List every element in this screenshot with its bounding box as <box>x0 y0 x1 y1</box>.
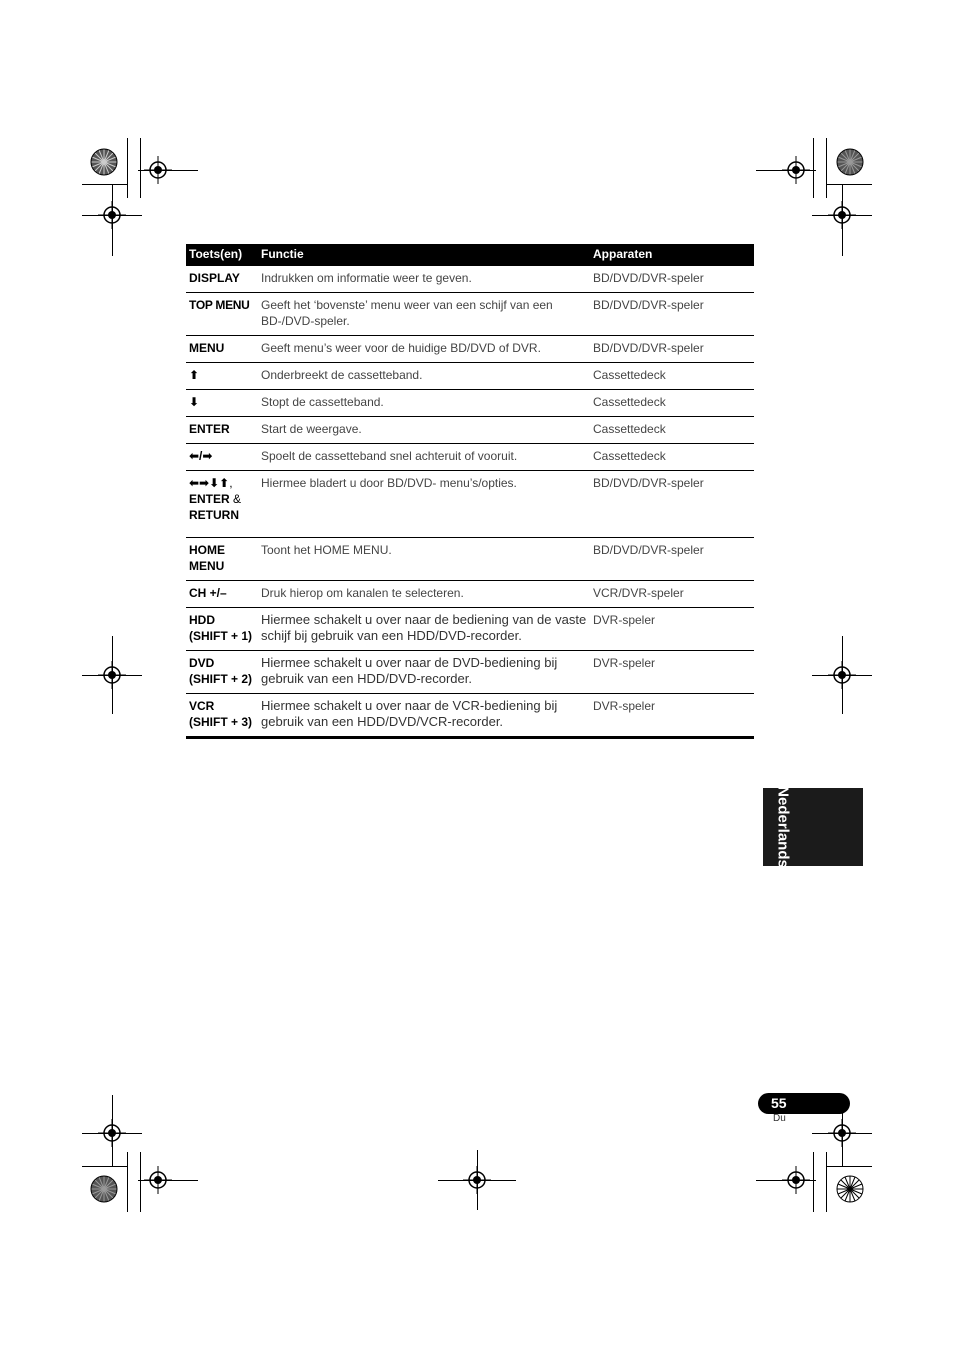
arrow-keys-icon: ⬅➡⬇⬆ <box>189 476 230 490</box>
function-cell: Hiermee schakelt u over naar de bediening van de vaste schijf bij gebruik van een HDD/DVD-recorder. <box>258 608 590 651</box>
language-tab-label: Nederlands <box>774 786 792 868</box>
table-row <box>186 538 754 581</box>
table-header-row <box>186 244 754 266</box>
registration-mark-icon <box>98 201 126 229</box>
device-cell: Cassettedeck <box>590 417 754 444</box>
registration-mark-icon <box>463 1166 491 1194</box>
table-row <box>186 293 754 336</box>
page-language-code: Du <box>773 1113 786 1124</box>
registration-mark-icon <box>828 1119 856 1147</box>
device-cell: BD/DVD/DVR-speler <box>590 293 754 336</box>
table-row <box>186 471 754 538</box>
device-cell: DVR-speler <box>590 651 754 694</box>
column-header-function: Functie <box>258 244 590 266</box>
color-target-dark-icon <box>835 147 865 177</box>
registration-mark-icon <box>782 1166 810 1194</box>
key-line: (SHIFT + 2) <box>189 672 253 686</box>
key-line: DVD <box>189 656 215 670</box>
arrow-up-icon: ⬆ <box>186 363 258 390</box>
table-row <box>186 694 754 738</box>
table-row <box>186 651 754 694</box>
function-cell: Onderbreekt de cassetteband. <box>258 363 590 390</box>
page-number-badge <box>758 1093 850 1114</box>
key-line: MENU <box>189 559 225 573</box>
device-cell: DVR-speler <box>590 694 754 738</box>
key-line: HOME <box>189 543 225 557</box>
registration-mark-icon <box>144 156 172 184</box>
key-cell <box>186 538 258 581</box>
registration-mark-icon <box>828 201 856 229</box>
language-tab <box>763 788 863 866</box>
key-cell <box>186 471 258 538</box>
key-cell <box>186 651 258 694</box>
device-cell: BD/DVD/DVR-speler <box>590 538 754 581</box>
device-cell: Cassettedeck <box>590 363 754 390</box>
registration-mark-icon <box>828 661 856 689</box>
key-cell <box>186 694 258 738</box>
key-return: RETURN <box>189 508 239 522</box>
function-cell: Indrukken om informatie weer te geven. <box>258 266 590 293</box>
device-cell: BD/DVD/DVR-speler <box>590 336 754 363</box>
table-row <box>186 363 754 390</box>
key-separator: , <box>229 476 233 490</box>
key-cell <box>186 608 258 651</box>
arrow-left-right-icon: ⬅/➡ <box>186 444 258 471</box>
registration-mark-icon <box>98 661 126 689</box>
function-cell: Geeft menu’s weer voor de huidige BD/DVD of DVR. <box>258 336 590 363</box>
registration-mark-icon <box>98 1119 126 1147</box>
device-cell: Cassettedeck <box>590 390 754 417</box>
table-row <box>186 417 754 444</box>
arrow-down-icon: ⬇ <box>186 390 258 417</box>
function-cell: Hiermee bladert u door BD/DVD- menu’s/opties. <box>258 471 590 538</box>
device-cell: DVR-speler <box>590 608 754 651</box>
function-cell: Geeft het ‘bovenste’ menu weer van een schijf van een BD-/DVD-speler. <box>258 293 590 336</box>
key-line: HDD <box>189 613 215 627</box>
device-cell: Cassettedeck <box>590 444 754 471</box>
key-cell: DISPLAY <box>186 266 258 293</box>
page-number: 55 <box>771 1095 787 1111</box>
column-header-devices: Apparaten <box>590 244 754 266</box>
key-enter: ENTER <box>189 492 230 506</box>
table-row <box>186 336 754 363</box>
color-target-light-icon <box>835 1174 865 1204</box>
table-row <box>186 581 754 608</box>
function-cell: Spoelt de cassetteband snel achteruit of vooruit. <box>258 444 590 471</box>
key-ampersand: & <box>233 492 242 506</box>
device-cell: BD/DVD/DVR-speler <box>590 471 754 538</box>
key-cell: TOP MENU <box>186 293 258 336</box>
key-cell: CH +/– <box>186 581 258 608</box>
function-cell: Toont het HOME MENU. <box>258 538 590 581</box>
device-cell: VCR/DVR-speler <box>590 581 754 608</box>
table-row <box>186 390 754 417</box>
function-cell: Druk hierop om kanalen te selecteren. <box>258 581 590 608</box>
table-row <box>186 266 754 293</box>
key-cell: MENU <box>186 336 258 363</box>
registration-mark-icon <box>144 1166 172 1194</box>
color-target-dark-icon <box>89 147 119 177</box>
device-cell: BD/DVD/DVR-speler <box>590 266 754 293</box>
function-cell: Start de weergave. <box>258 417 590 444</box>
key-line: (SHIFT + 1) <box>189 629 253 643</box>
function-cell: Stopt de cassetteband. <box>258 390 590 417</box>
registration-mark-icon <box>782 156 810 184</box>
table-row <box>186 444 754 471</box>
column-header-keys: Toets(en) <box>186 244 258 266</box>
key-line: (SHIFT + 3) <box>189 715 253 729</box>
table-row <box>186 608 754 651</box>
remote-keys-table <box>186 244 754 739</box>
key-cell: ENTER <box>186 417 258 444</box>
function-cell: Hiermee schakelt u over naar de DVD-bediening bij gebruik van een HDD/DVD-recorder. <box>258 651 590 694</box>
function-cell: Hiermee schakelt u over naar de VCR-bediening bij gebruik van een HDD/DVD/VCR-recorder. <box>258 694 590 738</box>
color-target-dark-icon <box>89 1174 119 1204</box>
key-line: VCR <box>189 699 215 713</box>
